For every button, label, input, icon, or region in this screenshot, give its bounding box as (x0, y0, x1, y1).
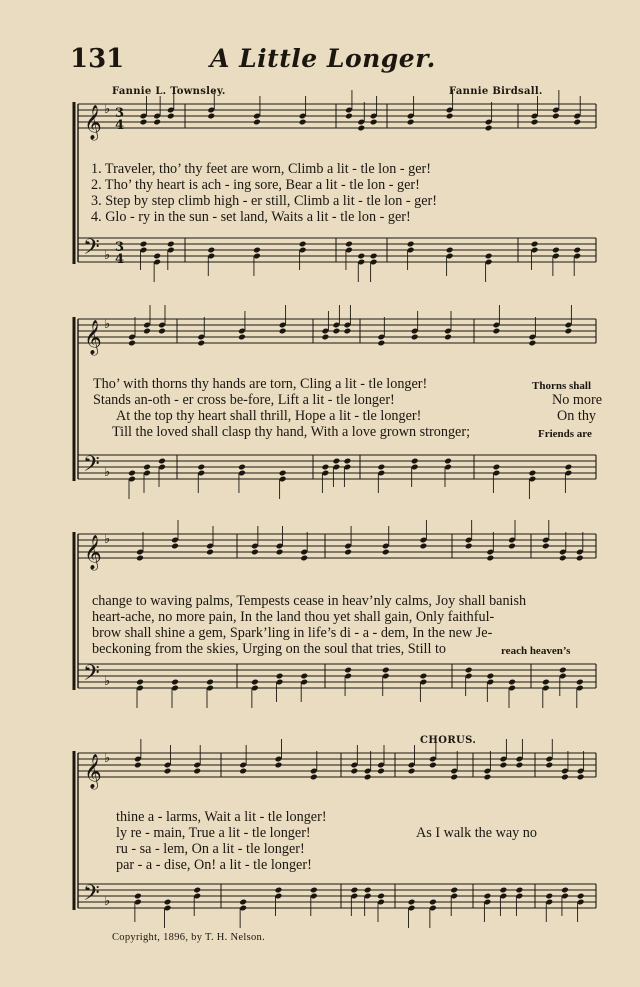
note-head (411, 334, 419, 341)
note-head (542, 679, 550, 686)
lyric-line-s4-v3: ru - sa - lem, On a lit - tle longer! (116, 841, 305, 857)
note-head (193, 768, 201, 775)
note-head (128, 340, 136, 347)
note-head (531, 241, 539, 248)
bass-clef-icon: 𝄢 (83, 235, 100, 265)
note-head (238, 334, 246, 341)
note-head (251, 549, 259, 556)
note-head (419, 673, 427, 680)
lyric-tail-s2-v1: Thorns shall (532, 380, 591, 392)
lyric-tail-s2-v3: On thy (557, 408, 597, 424)
lyric-line-s4-v1: thine a - larms, Wait a lit - tle longer! (116, 809, 327, 825)
note-head (238, 464, 246, 471)
note-head (158, 328, 166, 335)
lyricist-credit: Fannie L. Townsley. (112, 86, 226, 97)
note-head (465, 543, 473, 550)
note-head (253, 247, 261, 254)
note-head (300, 673, 308, 680)
note-head (483, 774, 491, 781)
note-head (377, 464, 385, 471)
note-head (419, 543, 427, 550)
note-head (429, 762, 437, 769)
note-head (251, 679, 259, 686)
note-head (332, 328, 340, 335)
note-head (300, 555, 308, 562)
note-head (321, 464, 329, 471)
note-head (140, 119, 148, 126)
lyric-line-s3-v2: heart-ache, no more pain, In the land thou yet shall gain, Only faithful- (92, 609, 495, 625)
note-head (377, 340, 385, 347)
note-head (343, 328, 351, 335)
note-head (411, 458, 419, 465)
flat-icon: ♭ (104, 317, 111, 332)
note-head (357, 253, 365, 260)
lyric-line-s2-v2: Stands an-oth - er cross be-fore, Lift a lit - tle longer! (93, 392, 395, 408)
note-head (140, 241, 148, 248)
note-head (344, 549, 352, 556)
note-head (197, 340, 205, 347)
note-head (332, 458, 340, 465)
note-head (207, 113, 215, 120)
note-head (552, 113, 560, 120)
lyric-tail-s2-v2: No more (552, 392, 603, 408)
note-head (407, 119, 415, 126)
note-head (207, 247, 215, 254)
note-head (279, 328, 287, 335)
note-head (158, 458, 166, 465)
note-head (508, 543, 516, 550)
note-head (559, 667, 567, 674)
note-head (343, 458, 351, 465)
note-head (350, 887, 358, 894)
lyric-line-s3-v3: brow shall shine a gem, Spark’ling in life’s di - a - dem, In the new Je- (92, 625, 493, 641)
time-signature: 4 (115, 252, 125, 267)
time-signature: 4 (115, 118, 125, 133)
note-head (528, 340, 536, 347)
note-head (483, 893, 491, 900)
note-head (164, 899, 172, 906)
lyric-line-s2-v1: Tho’ with thorns thy hands are torn, Cling a lit - tle longer! (93, 376, 428, 392)
note-head (492, 464, 500, 471)
lyric-line-s2-v4: Till the loved shall clasp thy hand, With a love grown stronger; (112, 424, 471, 440)
note-head (499, 762, 507, 769)
note-head (561, 887, 569, 894)
lyric-tail-s2-v4: Friends are (538, 428, 592, 440)
note-head (561, 774, 569, 781)
bass-clef-icon: 𝄢 (83, 661, 100, 691)
note-head (408, 768, 416, 775)
chorus-label: CHORUS. (420, 735, 477, 746)
treble-clef-icon: 𝄞 (84, 535, 102, 570)
note-head (206, 679, 214, 686)
note-head (167, 241, 175, 248)
chorus-lyric-line: As I walk the way no (416, 825, 537, 841)
note-head (515, 887, 523, 894)
note-head (542, 543, 550, 550)
lyric-line-s2-v3: At the top thy heart shall thrill, Hope a lit - tle longer! (116, 408, 422, 424)
note-head (357, 125, 365, 132)
note-head (136, 555, 144, 562)
note-head (136, 679, 144, 686)
note-head (408, 899, 416, 906)
note-head (164, 768, 172, 775)
note-head (450, 774, 458, 781)
note-head (465, 667, 473, 674)
composer-credit: Fannie Birdsall. (449, 86, 543, 97)
note-head (492, 328, 500, 335)
note-head (577, 893, 585, 900)
note-head (407, 241, 415, 248)
note-head (444, 458, 452, 465)
note-head (485, 253, 493, 260)
note-head (128, 470, 136, 477)
note-head (279, 470, 287, 477)
flat-icon: ♭ (104, 894, 111, 909)
flat-icon: ♭ (104, 674, 111, 689)
note-head (573, 247, 581, 254)
lyric-line-s4-v4: par - a - dise, On! a lit - tle longer! (116, 857, 312, 873)
note-head (239, 899, 247, 906)
note-head (350, 768, 358, 775)
note-head (444, 334, 452, 341)
note-head (197, 464, 205, 471)
note-head (206, 549, 214, 556)
note-head (153, 119, 161, 126)
flat-icon: ♭ (104, 102, 111, 117)
note-head (171, 679, 179, 686)
note-head (171, 543, 179, 550)
lyric-line-s3-v4: beckoning from the skies, Urging on the soul that tries, Still to (92, 641, 446, 657)
bass-clef-icon: 𝄢 (83, 452, 100, 482)
lyric-line-s4-v2: ly re - main, True a lit - tle longer! (116, 825, 311, 841)
note-head (377, 893, 385, 900)
note-head (299, 119, 307, 126)
note-head (276, 549, 284, 556)
note-head (239, 768, 247, 775)
note-head (193, 887, 201, 894)
treble-clef-icon: 𝄞 (84, 320, 102, 355)
note-head (486, 555, 494, 562)
treble-clef-icon: 𝄞 (84, 754, 102, 789)
time-signature: 3 (115, 240, 125, 255)
note-head (310, 774, 318, 781)
note-head (576, 555, 584, 562)
note-head (299, 241, 307, 248)
note-head (499, 887, 507, 894)
note-head (486, 673, 494, 680)
note-head (531, 119, 539, 126)
note-head (576, 679, 584, 686)
note-head (344, 667, 352, 674)
note-head (134, 893, 142, 900)
hymn-number: 131 (70, 44, 125, 74)
lyric-line-s1-v4: 4. Glo - ry in the sun - set land, Waits a lit - tle lon - ger! (91, 209, 411, 225)
note-head (446, 113, 454, 120)
note-head (450, 887, 458, 894)
note-head (345, 241, 353, 248)
note-head (276, 673, 284, 680)
note-head (564, 328, 572, 335)
lyric-line-s1-v2: 2. Tho’ thy heart is ach - ing sore, Bear a lit - tle lon - ger! (91, 177, 420, 193)
note-head (143, 464, 151, 471)
note-head (528, 470, 536, 477)
note-head (167, 113, 175, 120)
note-head (545, 762, 553, 769)
note-head (153, 253, 161, 260)
note-head (275, 887, 283, 894)
note-head (321, 334, 329, 341)
lyric-tail-s3-v4: reach heaven’s (501, 645, 571, 657)
note-head (134, 762, 142, 769)
treble-clef-icon: 𝄞 (84, 105, 102, 140)
note-head (545, 893, 553, 900)
flat-icon: ♭ (104, 248, 111, 263)
bass-clef-icon: 𝄢 (83, 881, 100, 911)
note-head (485, 125, 493, 132)
hymn-title: A Little Longer. (210, 44, 436, 73)
lyric-line-s1-v1: 1. Traveler, tho’ thy feet are worn, Climb a lit - tle lon - ger! (91, 161, 431, 177)
note-head (564, 464, 572, 471)
note-head (559, 555, 567, 562)
time-signature: 3 (115, 106, 125, 121)
note-head (275, 762, 283, 769)
note-head (515, 762, 523, 769)
note-head (508, 679, 516, 686)
note-head (143, 328, 151, 335)
note-head (552, 247, 560, 254)
note-head (345, 113, 353, 120)
note-head (253, 119, 261, 126)
note-head (364, 887, 372, 894)
note-head (370, 253, 378, 260)
copyright-notice: Copyright, 1896, by T. H. Nelson. (112, 932, 266, 943)
flat-icon: ♭ (104, 751, 111, 766)
note-head (446, 247, 454, 254)
note-head (382, 667, 390, 674)
lyric-line-s3-v1: change to waving palms, Tempests cease in heav’nly calms, Joy shall banish (92, 593, 527, 609)
note-head (577, 774, 585, 781)
note-head (429, 899, 437, 906)
flat-icon: ♭ (104, 532, 111, 547)
note-head (382, 549, 390, 556)
note-head (310, 887, 318, 894)
flat-icon: ♭ (104, 465, 111, 480)
note-head (364, 774, 372, 781)
lyric-line-s1-v3: 3. Step by step climb high - er still, Climb a lit - tle lon - ger! (91, 193, 437, 209)
note-head (377, 768, 385, 775)
note-head (370, 119, 378, 126)
note-head (573, 119, 581, 126)
